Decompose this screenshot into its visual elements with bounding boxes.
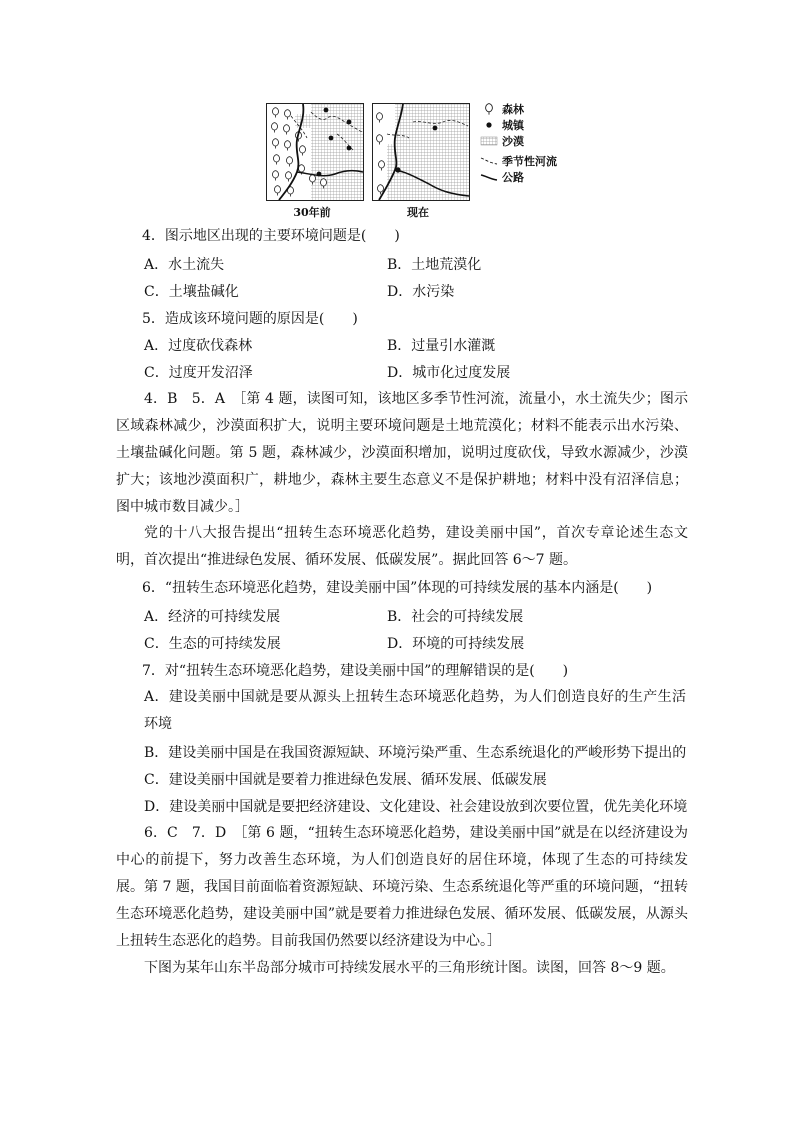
- legend-item-desert: [480, 134, 524, 148]
- question-5-option-d: D．城市化过度发展: [387, 365, 511, 381]
- question-5-option-b: B．过量引水灌溉: [387, 338, 496, 354]
- question-6-option-b: B．社会的可持续发展: [387, 609, 524, 625]
- intro-questions-6-7: 党的十八大报告提出“扭转生态环境恶化趋势，建设美丽中国”，首次专章论述生态文明，首次提出“推进绿色发展、循环发展、低碳发展”。据此回答 6～7 题。: [116, 525, 688, 568]
- question-4-option-d: D．水污染: [387, 284, 455, 300]
- question-5-option-a: A．过度砍伐森林: [144, 338, 253, 354]
- answer-explanation-4-5: 4．B 5．A ［第 4 题，读图可知，该地区多季节性河流，流量小，水土流失少；图示区域森林减少，沙漠面积扩大，说明主要环境问题是土地荒漠化；材料不能表示出水污染、土壤盐碱化问题。第 5 题，森林减少，沙漠面积增加，说明过度砍伐，导致水源减少，沙漠扩大；该地沙漠面积广，耕地少，森林主要生态意义不是保护耕地；材料中没有沼泽信息；图中城市数目减少。］: [116, 391, 688, 515]
- grid-icon: [480, 135, 498, 147]
- tree-icon: [480, 103, 498, 115]
- question-7-option-b: B．建设美丽中国是在我国资源短缺、环境污染严重、生态系统退化的严峻形势下提出的: [144, 745, 687, 761]
- question-7-option-c: C．建设美丽中国就是要着力推进绿色发展、循环发展、低碳发展: [144, 772, 547, 788]
- question-4-option-c: C．土壤盐碱化: [144, 284, 239, 300]
- answer-explanation-6-7: 6．C 7．D ［第 6 题，“扭转生态环境恶化趋势，建设美丽中国”就是在以经济建设为中心的前提下，努力改善生态环境，为人们创造良好的居住环境，体现了生态的可持续发展。第 7 题，我国目前面临着资源短缺、环境污染、生态系统退化等严重的环境问题，“扭转生态环境恶化趋势，建设美丽中国”就是要着力推进绿色发展、循环发展、低碳发展，从源头上扭转生态恶化的趋势。目前我国仍然要以经济建设为中心。］: [116, 825, 688, 949]
- legend-label-road: 公路: [502, 171, 524, 184]
- map-figure: [262, 98, 602, 223]
- intro-questions-8-9: 下图为某年山东半岛部分城市可持续发展水平的三角形统计图。读图，回答 8～9 题。: [144, 960, 675, 976]
- legend-item-seasonal-river: [480, 154, 557, 168]
- legend-label-seasonal-river: 季节性河流: [502, 155, 557, 168]
- legend-label-desert: 沙漠: [502, 135, 524, 148]
- question-7-stem: 7．对“扭转生态环境恶化趋势，建设美丽中国”的理解错误的是( ): [142, 663, 569, 679]
- question-4-option-b: B．土地荒漠化: [387, 257, 482, 273]
- map-caption-present: 现在: [407, 206, 429, 219]
- legend-item-road: [480, 170, 524, 184]
- question-4-stem: 4．图示地区出现的主要环境问题是( ): [142, 228, 400, 244]
- dashed-line-icon: [480, 155, 498, 167]
- question-6-option-a: A．经济的可持续发展: [144, 609, 281, 625]
- legend-item-forest: [480, 102, 524, 116]
- solid-line-icon: [480, 171, 498, 183]
- map-30-years-ago: [266, 103, 364, 201]
- map-present: [372, 103, 470, 201]
- map-caption-30-years-ago: 30年前: [293, 206, 331, 219]
- legend-label-town: 城镇: [502, 119, 524, 132]
- legend-label-forest: 森林: [502, 103, 524, 116]
- legend-item-town: [480, 118, 524, 132]
- question-5-option-c: C．过度开发沼泽: [144, 365, 253, 381]
- question-6-stem: 6．“扭转生态环境恶化趋势，建设美丽中国”体现的可持续发展的基本内涵是( ): [142, 580, 653, 596]
- question-5-stem: 5．造成该环境问题的原因是( ): [142, 311, 358, 327]
- dot-icon: [480, 119, 498, 131]
- question-4-option-a: A．水土流失: [144, 257, 225, 273]
- question-6-option-c: C．生态的可持续发展: [144, 636, 281, 652]
- question-7-option-d: D．建设美丽中国就是要把经济建设、文化建设、社会建设放到次要位置，优先美化环境: [144, 799, 688, 815]
- question-7-option-a: A．建设美丽中国就是要从源头上扭转生态环境恶化趋势，为人们创造良好的生产生活环境: [144, 689, 686, 732]
- question-6-option-d: D．环境的可持续发展: [387, 636, 525, 652]
